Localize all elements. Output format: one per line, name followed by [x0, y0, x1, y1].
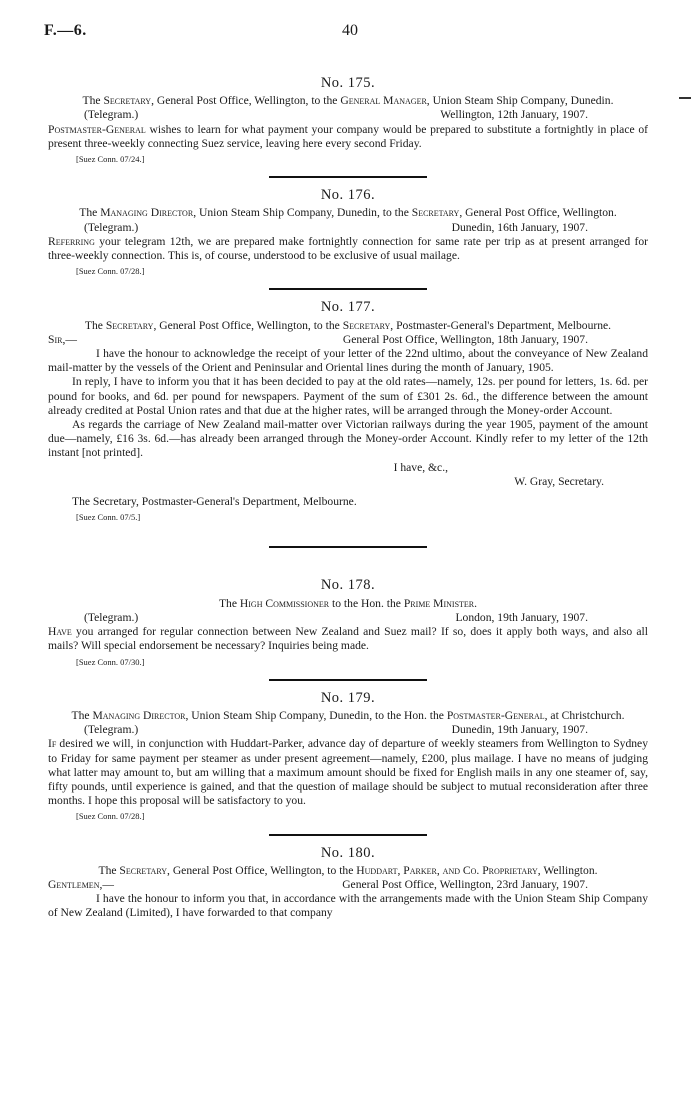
entry-ref: [Suez Conn. 07/28.]: [76, 266, 145, 277]
entry-place-date: Wellington, 12th January, 1907.: [440, 108, 588, 122]
entry-paragraph: I have the honour to acknowledge the receipt of your letter of the 22nd ultimo, about the conveyance of New Zealand mail-matter by the vessels of the Orient and Peninsular and Oriental lines during the month of January, 1905.: [48, 347, 648, 375]
entry-addressee: The Secretary, Postmaster-General's Department, Melbourne.: [72, 495, 357, 509]
entry-ref: [Suez Conn. 07/28.]: [76, 811, 145, 822]
entry-177: [48, 300, 648, 524]
section-divider: [269, 834, 427, 836]
margin-mark: [679, 97, 691, 99]
entry-salutation: Gentlemen,—: [48, 877, 114, 891]
entry-paragraph: In reply, I have to inform you that it has been decided to pay at the old rates—namely, 12s. per pound for letters, 1s. 6d. per pound for books, and 6d. per pound for newspapers. Payment of the sum of £301 2s. 6d., the difference between the amount already credited at Postal Union rates and that due at the higher rates, will be arranged through the Money-order Account.: [48, 375, 648, 417]
section-divider: [269, 546, 427, 548]
entry-number: No. 180.: [320, 844, 376, 861]
entry-type: (Telegram.): [84, 610, 139, 624]
entry-place-date: General Post Office, Wellington, 23rd January, 1907.: [342, 877, 588, 891]
entry-number: No. 177.: [320, 299, 376, 316]
entry-address: The Managing Director, Union Steam Ship Company, Dunedin, to the Hon. the Postmaster-General, at Christchurch.: [71, 708, 625, 722]
document-body: [48, 76, 648, 921]
entry-text: If desired we will, in conjunction with Huddart-Parker, advance day of departure of weekly steamers from Wellington to Sydney to Friday for same payment per steamer as under present agreement—namely, £200, plus mailage. I have no means of judging what latter may amount to, but am willing that a maximum amount should be fixed for English mails in any one steamer of, say, fifty pounds, until experience is gained, and that the question of mailage should be subject to mutual reconsideration after three months. I hope this proposal will be satisfactory to you.: [48, 737, 648, 808]
entry-ref: [Suez Conn. 07/24.]: [76, 154, 145, 165]
entry-paragraph: I have the honour to inform you that, in accordance with the arrangements made with the Union Steam Ship Company of New Zealand (Limited), I have forwarded to that company: [48, 892, 648, 920]
entry-meta: [48, 878, 648, 892]
entry-meta: [48, 611, 648, 625]
entry-address: The Secretary, General Post Office, Wellington, to the General Manager, Union Steam Ship Company, Dunedin.: [82, 94, 614, 108]
entry-place-date: Dunedin, 16th January, 1907.: [451, 220, 588, 234]
entry-closing: I have, &c.,: [393, 460, 448, 474]
entry-type: (Telegram.): [84, 723, 139, 737]
entry-meta: [48, 108, 648, 122]
section-divider: [269, 679, 427, 681]
entry-number: No. 178.: [320, 577, 376, 594]
entry-address: The Secretary, General Post Office, Wellington, to the Huddart, Parker, and Co. Proprietary, Wellington.: [98, 863, 598, 877]
entry-number: No. 179.: [320, 689, 376, 706]
entry-176: [48, 188, 648, 278]
entry-175: [48, 76, 648, 166]
entry-text: Referring your telegram 12th, we are prepared make fortnightly connection for same rate per trip as at present arranged for three-weekly connection. This is, of course, understood to be exclusive of usual mailage.: [48, 234, 648, 263]
entry-meta: [48, 221, 648, 235]
entry-place-date: London, 19th January, 1907.: [455, 610, 588, 624]
entry-text: Have you arranged for regular connection between New Zealand and Suez mail? If so, does it apply both ways, and also all mails? Will special endorsement be necessary? Inquiries being made.: [48, 625, 648, 653]
entry-salutation: Sir,—: [48, 332, 77, 346]
entry-meta: [48, 723, 648, 737]
entry-ref: [Suez Conn. 07/5.]: [76, 512, 141, 523]
entry-178: [48, 578, 648, 668]
entry-place-date: Dunedin, 19th January, 1907.: [451, 723, 588, 737]
entry-address: The High Commissioner to the Hon. the Prime Minister.: [218, 596, 478, 610]
page-number: 40: [342, 22, 358, 39]
entry-paragraph: As regards the carriage of New Zealand mail-matter over Victorian railways during the year 1905, payment of the amount due—namely, £16 3s. 6d.—has already been arranged through the Money-order Account. Kindly refer to my letter of the 12th instant [not printed].: [48, 418, 648, 460]
entry-meta: [48, 333, 648, 347]
section-divider: [269, 288, 427, 290]
entry-type: (Telegram.): [84, 108, 139, 122]
section-divider: [269, 176, 427, 178]
entry-signature: W. Gray, Secretary.: [514, 474, 604, 488]
entry-180: [48, 846, 648, 921]
entry-type: (Telegram.): [84, 220, 139, 234]
entry-number: No. 175.: [320, 75, 376, 91]
entry-179: [48, 691, 648, 824]
entry-address: The Secretary, General Post Office, Wellington, to the Secretary, Postmaster-General's Department, Melbourne.: [84, 318, 612, 332]
entry-ref: [Suez Conn. 07/30.]: [76, 656, 145, 667]
section-reference: F.—6.: [44, 22, 87, 39]
entry-number: No. 176.: [320, 187, 376, 204]
entry-address: The Managing Director, Union Steam Ship Company, Dunedin, to the Secretary, General Post Office, Wellington.: [79, 206, 617, 220]
entry-place-date: General Post Office, Wellington, 18th January, 1907.: [342, 332, 588, 346]
entry-text: Postmaster-General wishes to learn for what payment your company would be prepared to substitute a fortnightly in place of present three-weekly connecting Suez service, leaving here every second Friday.: [48, 122, 648, 150]
